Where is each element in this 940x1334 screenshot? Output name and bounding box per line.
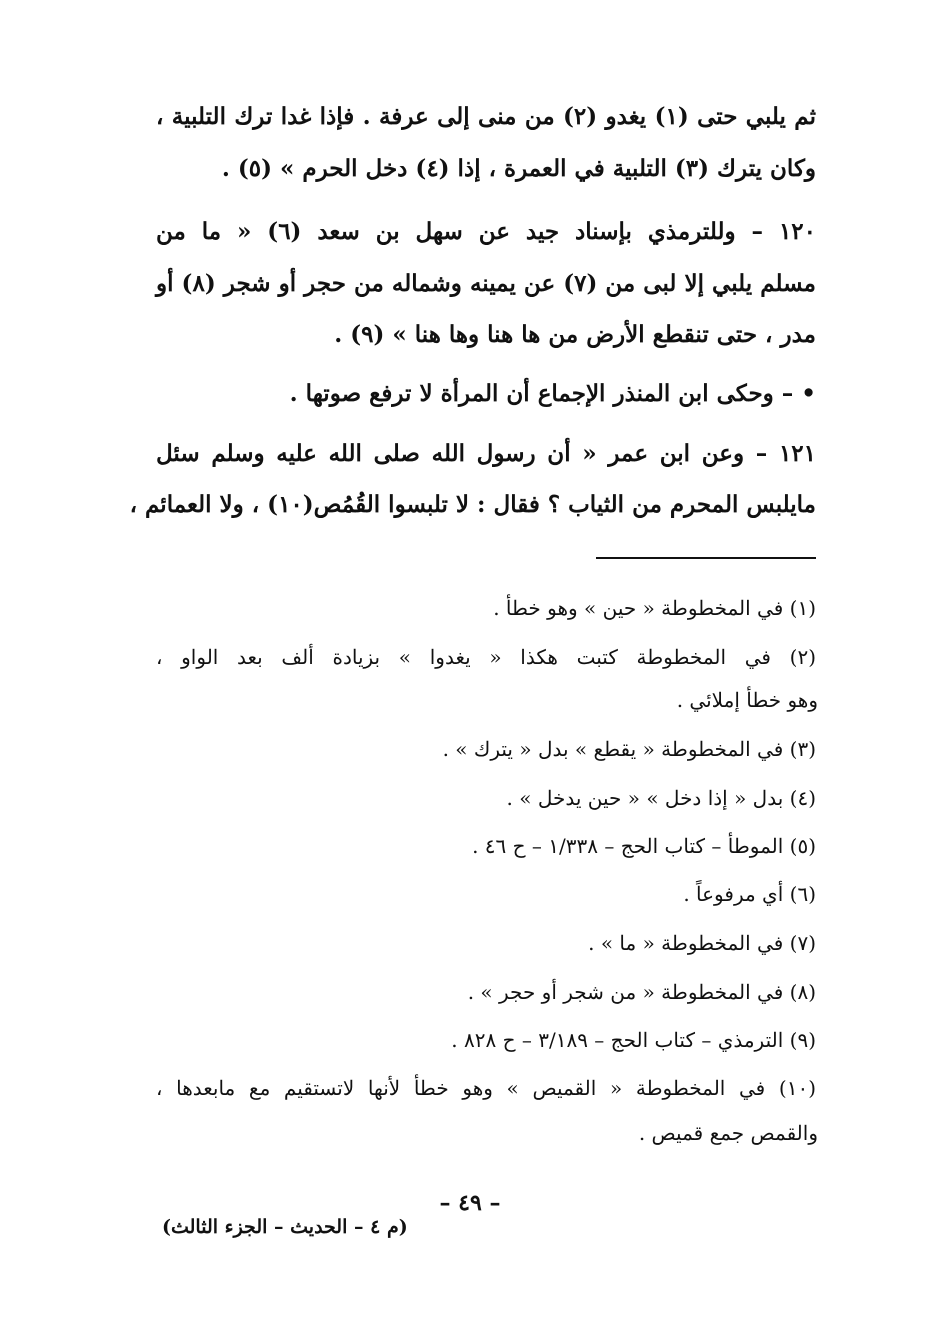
footnote-10-continued: والقمص جمع قميص .: [638, 1121, 818, 1145]
footnote-4: (٤) بدل « إذا دخل » « حين يدخل » .: [506, 786, 816, 810]
footnote-7: (٧) في المخطوطة « ما » .: [588, 931, 816, 955]
page-number: – ٤٩ –: [439, 1190, 501, 1216]
footnote-5: (٥) الموطأ – كتاب الحج – ١/٣٣٨ – ح ٤٦ .: [472, 834, 816, 858]
footnote-8: (٨) في المخطوطة « من شجر أو حجر » .: [467, 980, 816, 1004]
printer-signature: (م ٤ – الحديث – الجزء الثالث): [162, 1216, 408, 1238]
footnote-10: (١٠) في المخطوطة « القميص » وهو خطأ لأنها لاتستقيم مع مابعدها ،: [156, 1076, 816, 1100]
footnote-2-continued: وهو خطأ إملائي .: [676, 688, 818, 712]
footnote-9: (٩) الترمذي – كتاب الحج – ٣/١٨٩ – ح ٨٢٨ .: [451, 1028, 816, 1052]
footnote-1: (١) في المخطوطة « حين » وهو خطأ .: [493, 596, 816, 620]
hadith-121-line: ١٢١ – وعن ابن عمر « أن رسول الله صلى الله عليه وسلم سئل: [156, 440, 816, 467]
text-line: مدر ، حتى تنقطع الأرض من ها هنا وها هنا » (٩) .: [334, 321, 816, 348]
commentary-line: • – وحكى ابن المنذر الإجماع أن المرأة لا ترفع صوتها .: [289, 380, 816, 407]
text-line: مايلبس المحرم من الثياب ؟ فقال : لا تلبسوا القُمُص(١٠) ، ولا العمائم ،: [129, 491, 816, 518]
text-line: ثم يلبي حتى (١) يغدو (٢) من منى إلى عرفة . فإذا غدا ترك التلبية ،: [156, 103, 816, 130]
text-line: مسلم يلبي إلا لبى من (٧) عن يمينه وشماله من حجر أو شجر (٨) أو: [156, 270, 816, 297]
footnote-separator: [596, 557, 816, 559]
footnote-3: (٣) في المخطوطة « يقطع » بدل « يترك » .: [442, 737, 816, 761]
hadith-120-line: ١٢٠ – وللترمذي بإسناد جيد عن سهل بن سعد (٦) « ما من: [156, 218, 817, 245]
text-line: وكان يترك (٣) التلبية في العمرة ، إذا (٤) دخل الحرم » (٥) .: [221, 155, 816, 182]
footnote-6: (٦) أي مرفوعاً .: [683, 882, 816, 906]
footnote-2: (٢) في المخطوطة كتبت هكذا « يغدوا » بزيادة ألف بعد الواو ،: [156, 645, 816, 669]
